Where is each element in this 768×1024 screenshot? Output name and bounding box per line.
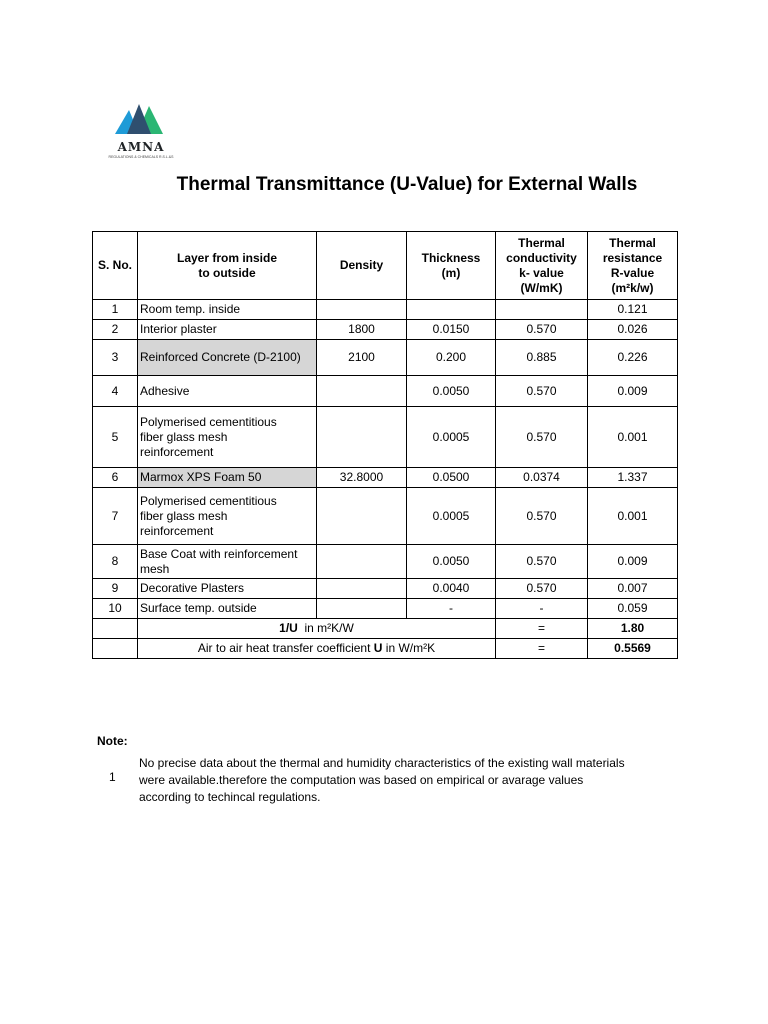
- note-text: [139, 755, 679, 806]
- cell-r-value: 1.337: [588, 468, 678, 488]
- inverse-u-label: [138, 619, 496, 639]
- inverse-u-equals: =: [496, 619, 588, 639]
- header-layer: [138, 232, 317, 300]
- cell-layer-line3: reinforcement: [140, 444, 214, 459]
- cell-thickness: 0.200: [407, 340, 496, 376]
- header-thickness: [407, 232, 496, 300]
- cell-k-value: 0.570: [496, 488, 588, 545]
- cell-thickness: 0.0005: [407, 488, 496, 545]
- cell-layer-line1: Base Coat with reinforcement: [140, 546, 298, 561]
- cell-sno: 5: [93, 407, 138, 468]
- cell-k-value: 0.0374: [496, 468, 588, 488]
- cell-sno: 7: [93, 488, 138, 545]
- header-resistance-line2: resistance: [602, 250, 663, 265]
- cell-layer-line2: fiber glass mesh: [140, 429, 228, 444]
- cell-layer: Room temp. inside: [138, 300, 317, 320]
- cell-layer-line2: fiber glass mesh: [140, 508, 228, 523]
- table-row: [93, 376, 678, 407]
- header-conductivity-line1: Thermal: [518, 235, 565, 250]
- cell-k-value: 0.570: [496, 579, 588, 599]
- cell-density: [317, 579, 407, 599]
- header-density: Density: [317, 232, 407, 300]
- cell-r-value: 0.009: [588, 545, 678, 579]
- note-line3: according to techincal regulations.: [139, 790, 321, 804]
- company-logo: [95, 90, 183, 166]
- header-thickness-line1: Thickness: [421, 250, 481, 265]
- cell-layer-line3: reinforcement: [140, 523, 214, 538]
- header-conductivity: [496, 232, 588, 300]
- cell-r-value: 0.059: [588, 599, 678, 619]
- u-symbol: U: [373, 641, 383, 655]
- table-header-row: [93, 232, 678, 300]
- header-resistance-line4: (m²k/w): [611, 280, 654, 295]
- cell-layer-line1: Polymerised cementitious: [140, 493, 277, 508]
- cell-k-value: -: [496, 599, 588, 619]
- header-resistance-line3: R-value: [610, 265, 655, 280]
- cell-layer: Reinforced Concrete (D-2100): [138, 340, 317, 376]
- header-thickness-line2: (m): [441, 265, 461, 280]
- cell-r-value: 0.121: [588, 300, 678, 320]
- table-row: [93, 300, 678, 320]
- cell-sno: 1: [93, 300, 138, 320]
- note-line2: were available.therefore the computation was based on empirical or avarage values: [139, 773, 584, 787]
- u-value: 0.5569: [588, 639, 678, 659]
- cell-thickness: 0.0050: [407, 545, 496, 579]
- cell-layer-line1: Polymerised cementitious: [140, 414, 277, 429]
- logo-wordmark: AMNA: [117, 140, 165, 154]
- note-number: 1: [109, 770, 116, 784]
- table-row: [93, 488, 678, 545]
- cell-density: [317, 545, 407, 579]
- page-title: Thermal Transmittance (U-Value) for External Walls: [176, 174, 638, 195]
- cell-r-value: 0.007: [588, 579, 678, 599]
- cell-k-value: [496, 300, 588, 320]
- cell-r-value: 0.026: [588, 320, 678, 340]
- cell-layer: Adhesive: [138, 376, 317, 407]
- cell-density: 2100: [317, 340, 407, 376]
- cell-sno: 2: [93, 320, 138, 340]
- cell-density: [317, 300, 407, 320]
- cell-r-value: 0.009: [588, 376, 678, 407]
- cell-k-value: 0.570: [496, 376, 588, 407]
- cell-sno: 9: [93, 579, 138, 599]
- u-coefficient-prefix: Air to air heat transfer coefficient: [197, 641, 374, 655]
- cell-density: 1800: [317, 320, 407, 340]
- u-value-table: [92, 231, 678, 659]
- table-row: [93, 545, 678, 579]
- header-layer-line1: Layer from inside: [176, 250, 278, 265]
- cell-thickness: 0.0040: [407, 579, 496, 599]
- table-row: [93, 599, 678, 619]
- inverse-u-symbol: 1/U: [279, 621, 298, 635]
- cell-thickness: 0.0050: [407, 376, 496, 407]
- cell-empty: [93, 639, 138, 659]
- header-resistance: [588, 232, 678, 300]
- header-conductivity-line2: conductivity: [506, 250, 577, 265]
- cell-thickness: 0.0500: [407, 468, 496, 488]
- cell-thickness: 0.0005: [407, 407, 496, 468]
- cell-k-value: 0.570: [496, 407, 588, 468]
- inverse-u-unit: in m²K/W: [297, 621, 354, 635]
- cell-r-value: 0.001: [588, 407, 678, 468]
- cell-layer: [138, 488, 317, 545]
- table-row: [93, 407, 678, 468]
- cell-k-value: 0.570: [496, 545, 588, 579]
- header-sno: S. No.: [93, 232, 138, 300]
- u-equals: =: [496, 639, 588, 659]
- logo-tagline: REGULATIONS & CHEMICALS R.S.L.&S: [108, 155, 174, 159]
- cell-k-value: 0.885: [496, 340, 588, 376]
- cell-k-value: 0.570: [496, 320, 588, 340]
- inverse-u-value: 1.80: [588, 619, 678, 639]
- cell-layer: Marmox XPS Foam 50: [138, 468, 317, 488]
- cell-density: [317, 488, 407, 545]
- cell-density: 32.8000: [317, 468, 407, 488]
- cell-sno: 3: [93, 340, 138, 376]
- cell-layer: [138, 545, 317, 579]
- cell-layer: Interior plaster: [138, 320, 317, 340]
- cell-thickness: [407, 300, 496, 320]
- cell-sno: 4: [93, 376, 138, 407]
- cell-layer: Decorative Plasters: [138, 579, 317, 599]
- header-layer-line2: to outside: [198, 265, 256, 280]
- header-resistance-line1: Thermal: [609, 235, 656, 250]
- table-row: [93, 320, 678, 340]
- cell-sno: 10: [93, 599, 138, 619]
- cell-thickness: 0.0150: [407, 320, 496, 340]
- header-conductivity-line3: k- value: [519, 265, 564, 280]
- cell-layer: [138, 407, 317, 468]
- cell-r-value: 0.226: [588, 340, 678, 376]
- table-row: [93, 468, 678, 488]
- cell-density: [317, 599, 407, 619]
- cell-sno: 6: [93, 468, 138, 488]
- table-row: [93, 340, 678, 376]
- note-line1: No precise data about the thermal and humidity characteristics of the existing wall materials: [139, 756, 625, 770]
- cell-r-value: 0.001: [588, 488, 678, 545]
- summary-row-inverse-u: [93, 619, 678, 639]
- summary-row-u-value: [93, 639, 678, 659]
- cell-density: [317, 407, 407, 468]
- header-conductivity-line4: (W/mK): [520, 280, 563, 295]
- u-coefficient-unit: in W/m²K: [382, 641, 436, 655]
- u-coefficient-label: [138, 639, 496, 659]
- cell-empty: [93, 619, 138, 639]
- cell-density: [317, 376, 407, 407]
- cell-thickness: -: [407, 599, 496, 619]
- cell-layer: Surface temp. outside: [138, 599, 317, 619]
- cell-layer-line2: mesh: [140, 561, 170, 576]
- note-label: Note:: [97, 734, 128, 748]
- table-row: [93, 579, 678, 599]
- mountain-logo-icon: [115, 102, 163, 138]
- cell-sno: 8: [93, 545, 138, 579]
